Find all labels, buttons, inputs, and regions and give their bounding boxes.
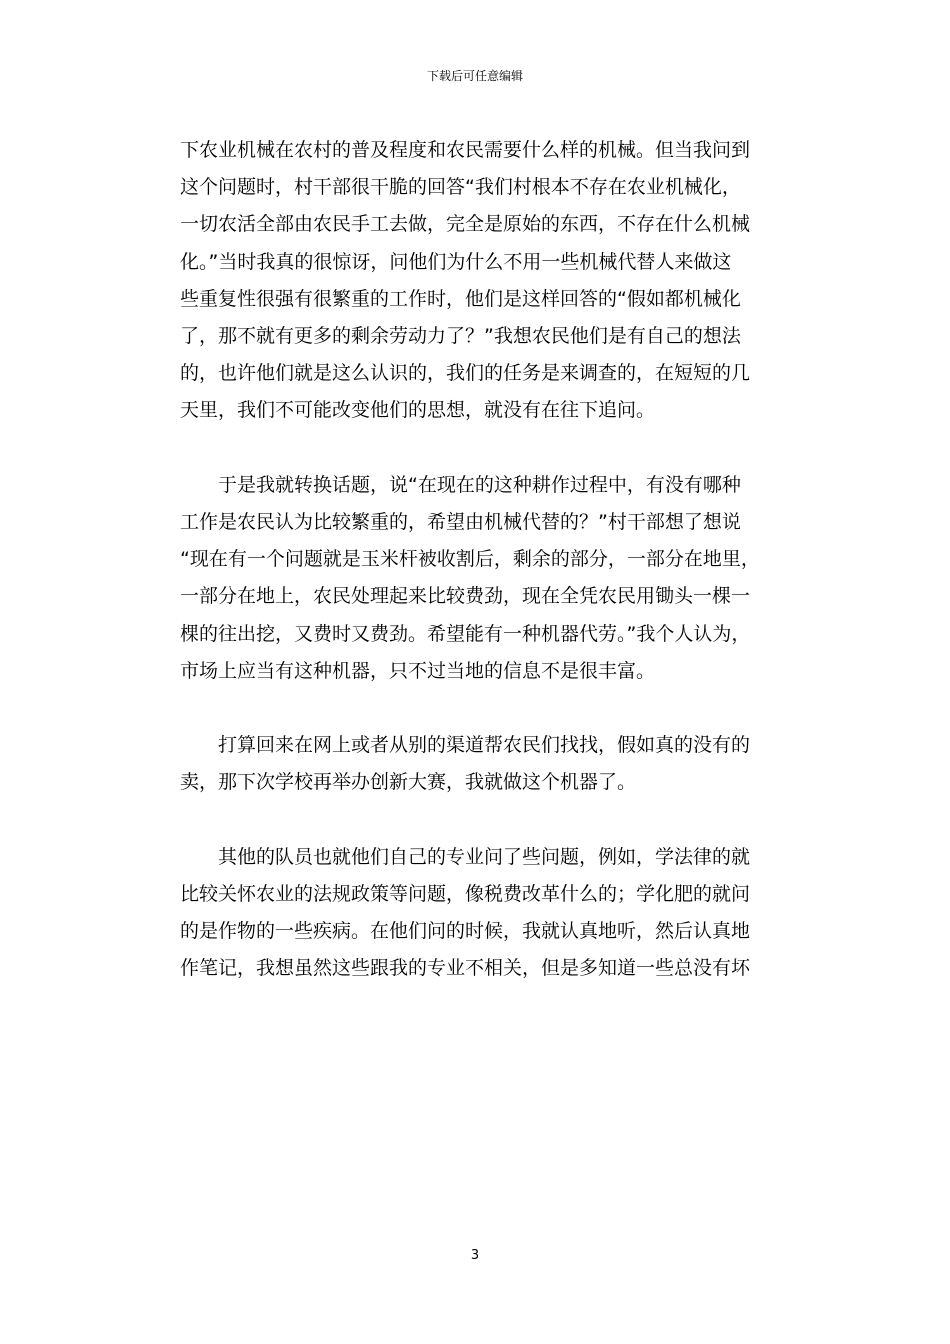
- text-line: 市场上应当有这种机器，只不过当地的信息不是很丰富。: [180, 659, 656, 682]
- text-line: 的，也许他们就是这么认识的，我们的任务是来调查的，在短短的几: [180, 362, 751, 385]
- text-line: 作笔记，我想虽然这些跟我的专业不相关，但是多知道一些总没有坏: [180, 957, 751, 980]
- text-line: 其他的队员也就他们自己的专业问了些问题，例如，学法律的就: [218, 845, 751, 868]
- text-line: 了，那不就有更多的剩余劳动力了？”我想农民他们是有自己的想法: [180, 325, 741, 348]
- paragraph-1: [180, 132, 765, 430]
- text-line: 化。”当时我真的很惊讶，问他们为什么不用一些机械代替人来做这: [180, 250, 732, 273]
- paragraph-4: [180, 839, 765, 988]
- paragraph-2: [180, 467, 765, 690]
- text-line: 一切农活全部由农民手工去做，完全是原始的东西，不存在什么机械: [180, 213, 751, 236]
- text-line: 打算回来在网上或者从别的渠道帮农民们找找，假如真的没有的: [218, 734, 751, 757]
- text-line: 工作是农民认为比较繁重的，希望由机械代替的？”村干部想了想说: [180, 511, 741, 534]
- paragraph-3: [180, 727, 765, 801]
- text-line: 棵的往出挖，又费时又费劲。希望能有一种机器代劳。”我个人认为，: [180, 622, 751, 645]
- page-header: 下载后可任意编辑: [426, 69, 523, 83]
- text-line: 比较关怀农业的法规政策等问题，像税费改革什么的；学化肥的就问: [180, 883, 751, 906]
- text-line: 下农业机械在农村的普及程度和农民需要什么样的机械。但当我问到: [180, 139, 751, 161]
- text-line: 这个问题时，村干部很干脆的回答“我们村根本不存在农业机械化，: [180, 176, 741, 199]
- text-line: “现在有一个问题就是玉米杆被收割后，剩余的部分，一部分在地里，: [180, 548, 760, 571]
- text-line: 天里，我们不可能改变他们的思想，就没有在往下追问。: [180, 399, 656, 422]
- text-line: 于是我就转换话题，说“在现在的这种耕作过程中，有没有哪种: [218, 473, 741, 496]
- page-number: 3: [470, 1248, 480, 1263]
- text-line: 一部分在地上，农民处理起来比较费劲，现在全凭农民用锄头一棵一: [180, 585, 751, 608]
- text-line: 卖，那下次学校再举办创新大赛，我就做这个机器了。: [180, 771, 637, 794]
- document-body: [180, 132, 765, 988]
- text-line: 些重复性很强有很繁重的工作时，他们是这样回答的“假如都机械化: [180, 287, 741, 310]
- text-line: 的是作物的一些疾病。在他们问的时候，我就认真地听，然后认真地: [180, 920, 751, 943]
